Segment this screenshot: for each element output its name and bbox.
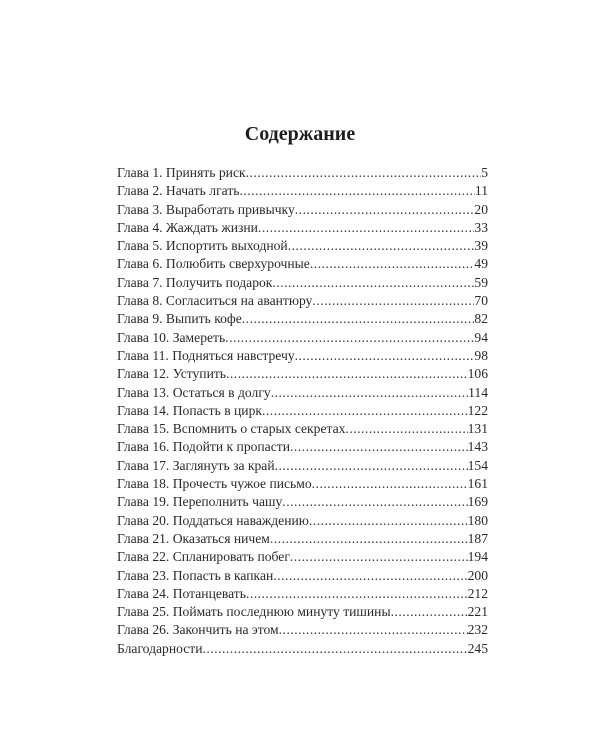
- dot-leader: [310, 255, 475, 273]
- toc-entry-page: 194: [467, 549, 488, 565]
- toc-entry: [117, 621, 488, 639]
- toc-entry: [117, 384, 488, 402]
- toc-entry-page: 5: [481, 165, 488, 180]
- toc-entry-page: 232: [467, 622, 488, 638]
- toc-entry-page: 70: [474, 293, 488, 309]
- toc-entry-page: 212: [467, 585, 488, 601]
- toc-entry-page: 82: [474, 311, 488, 327]
- toc-entry: [117, 402, 488, 420]
- toc-entry-page: 49: [474, 256, 488, 272]
- dot-leader: [270, 530, 468, 548]
- dot-leader: [295, 347, 475, 365]
- toc-entry: [117, 438, 488, 456]
- toc-entry: [117, 548, 488, 566]
- dot-leader: [282, 493, 467, 511]
- toc-entry-title: Глава 16. Подойти к пропасти: [117, 439, 290, 455]
- dot-leader: [275, 457, 468, 475]
- toc-entry-title: Глава 26. Закончить на этом: [117, 622, 279, 638]
- toc-entry-page: 59: [474, 274, 488, 290]
- toc-entry: [117, 585, 488, 603]
- dot-leader: [271, 384, 468, 402]
- toc-entry-title: Глава 8. Согласиться на авантюру: [117, 293, 313, 309]
- dot-leader: [279, 621, 468, 639]
- dot-leader: [345, 420, 467, 438]
- dot-leader: [391, 603, 468, 621]
- dot-leader: [246, 164, 482, 182]
- dot-leader: [262, 402, 468, 420]
- dot-leader: [290, 548, 468, 566]
- toc-entry-page: 131: [467, 421, 488, 437]
- toc-entry-title: Глава 13. Остаться в долгу: [117, 384, 271, 400]
- toc-entry-title: Глава 4. Жаждать жизни: [117, 219, 258, 235]
- toc-entry-title: Глава 21. Оказаться ничем: [117, 530, 270, 546]
- toc-entry-page: 98: [474, 347, 488, 363]
- toc-entry-title: Глава 2. Начать лгать: [117, 183, 240, 199]
- toc-entry-title: Глава 15. Вспомнить о старых секретах: [117, 421, 346, 437]
- toc-entry-page: 187: [467, 530, 488, 546]
- toc-entry: [117, 567, 488, 585]
- toc-entry: [117, 457, 488, 475]
- toc-entry: [117, 420, 488, 438]
- toc-entry-page: 200: [467, 567, 488, 583]
- dot-leader: [242, 310, 475, 328]
- toc-entry-page: 154: [467, 457, 488, 473]
- toc-entry-title: Глава 1. Принять риск: [117, 165, 246, 180]
- page-title: Содержание: [244, 123, 356, 145]
- dot-leader: [203, 640, 468, 658]
- toc-entry-page: 33: [474, 219, 488, 235]
- toc-entry-title: Глава 23. Попасть в капкан: [117, 567, 274, 583]
- toc-entry: [117, 274, 488, 292]
- dot-leader: [312, 292, 474, 310]
- toc-entry-title: Глава 19. Переполнить чашу: [117, 494, 283, 510]
- toc-entry: [117, 255, 488, 273]
- toc-entry: [117, 237, 488, 255]
- toc-entry-title: Глава 22. Спланировать побег: [117, 549, 290, 565]
- toc-entry-title: Глава 20. Поддаться наваждению: [117, 512, 309, 528]
- toc-entry-page: 11: [474, 183, 488, 199]
- dot-leader: [288, 237, 475, 255]
- toc-entry-title: Благодарности: [117, 640, 203, 656]
- toc-entry: [117, 182, 488, 200]
- dot-leader: [225, 329, 474, 347]
- toc-entry-title: Глава 14. Попасть в цирк: [117, 402, 262, 418]
- toc-entry: [117, 292, 488, 310]
- toc-entry: [117, 475, 488, 493]
- dot-leader: [295, 201, 475, 219]
- toc-entry-page: 20: [474, 201, 488, 217]
- dot-leader: [309, 512, 468, 530]
- toc-entry: [117, 219, 488, 237]
- toc-entry-page: 114: [468, 384, 488, 400]
- dot-leader: [226, 365, 468, 383]
- dot-leader: [239, 182, 474, 200]
- dot-leader: [290, 438, 468, 456]
- toc-entry-page: 245: [467, 640, 488, 656]
- toc-entry-title: Глава 6. Полюбить сверхурочные: [117, 256, 310, 272]
- toc-entry: [117, 512, 488, 530]
- toc-entry-page: 143: [467, 439, 488, 455]
- toc-entry: [117, 530, 488, 548]
- toc-entry-page: 94: [474, 329, 488, 345]
- toc-entry-title: Глава 18. Прочесть чужое письмо: [117, 476, 312, 492]
- table-of-contents: [117, 164, 488, 658]
- toc-entry-page: 39: [474, 238, 488, 254]
- toc-entry-title: Глава 5. Испортить выходной: [117, 238, 288, 254]
- toc-entry-title: Глава 25. Поймать последнюю минуту тишины: [117, 604, 391, 620]
- toc-entry-title: Глава 3. Выработать привычку: [117, 201, 295, 217]
- toc-entry: [117, 201, 488, 219]
- toc-entry-page: 169: [467, 494, 488, 510]
- toc-entry: [117, 164, 488, 182]
- toc-entry: [117, 329, 488, 347]
- toc-entry-page: 161: [467, 476, 488, 492]
- toc-entry: [117, 640, 488, 658]
- toc-entry-title: Глава 24. Потанцевать: [117, 585, 246, 601]
- dot-leader: [246, 585, 468, 603]
- dot-leader: [258, 219, 474, 237]
- toc-entry-title: Глава 7. Получить подарок: [117, 274, 273, 290]
- toc-entry: [117, 347, 488, 365]
- toc-entry-title: Глава 11. Подняться навстречу: [117, 347, 295, 363]
- toc-entry-page: 122: [467, 402, 488, 418]
- dot-leader: [272, 274, 474, 292]
- toc-entry-page: 180: [467, 512, 488, 528]
- toc-entry: [117, 310, 488, 328]
- toc-entry-title: Глава 10. Замереть: [117, 329, 226, 345]
- toc-entry-title: Глава 9. Выпить кофе: [117, 311, 242, 327]
- toc-entry-title: Глава 12. Уступить: [117, 366, 226, 382]
- toc-entry-page: 221: [467, 604, 488, 620]
- dot-leader: [273, 567, 467, 585]
- toc-entry: [117, 603, 488, 621]
- toc-entry: [117, 493, 488, 511]
- toc-entry: [117, 365, 488, 383]
- toc-entry-title: Глава 17. Заглянуть за край: [117, 457, 275, 473]
- toc-entry-page: 106: [467, 366, 488, 382]
- dot-leader: [312, 475, 468, 493]
